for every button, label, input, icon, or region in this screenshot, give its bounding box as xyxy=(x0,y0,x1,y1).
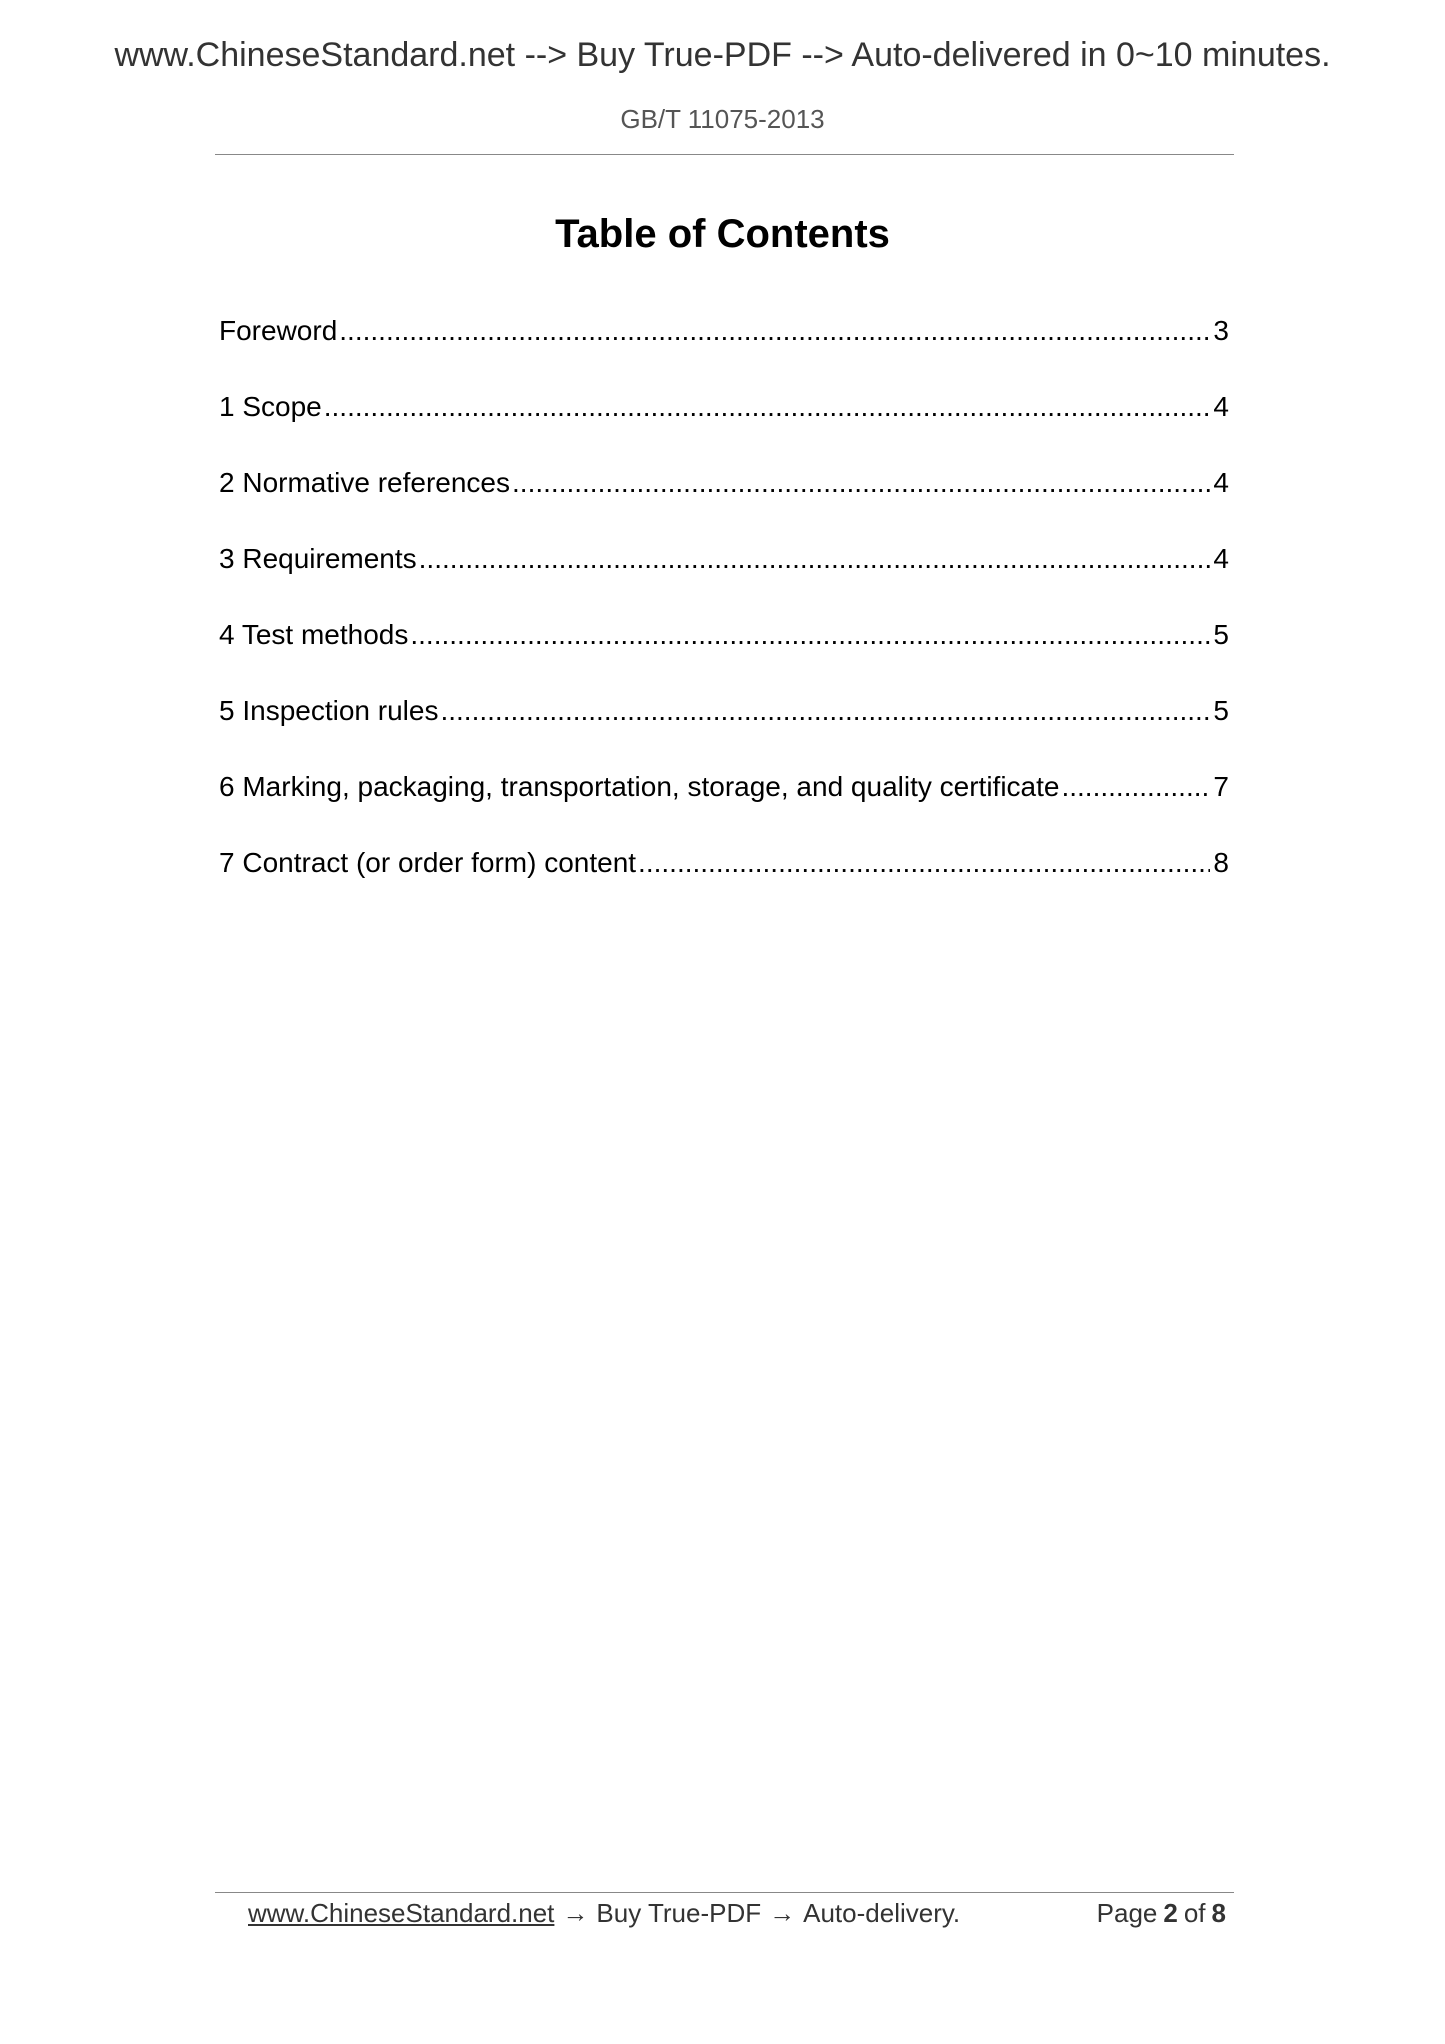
footer-delivery-text: Auto-delivery. xyxy=(803,1898,961,1928)
top-banner: www.ChineseStandard.net --> Buy True-PDF --> Auto-delivered in 0~10 minutes. xyxy=(114,36,1331,74)
toc-entry-page: 4 xyxy=(1213,467,1229,498)
toc-entry-label: 1 Scope xyxy=(219,391,322,422)
footer-divider xyxy=(215,1892,1234,1893)
current-page-number: 2 xyxy=(1163,1898,1178,1928)
toc-entry-normative-references[interactable] xyxy=(219,464,1229,502)
toc-entry-label: 2 Normative references xyxy=(219,467,511,498)
toc-entry-page: 3 xyxy=(1213,315,1229,346)
toc-entry-page: 4 xyxy=(1213,543,1229,574)
footer-site-link[interactable]: www.ChineseStandard.net xyxy=(248,1898,555,1928)
toc-dot-leader xyxy=(410,616,1210,654)
toc-entry-inspection-rules[interactable] xyxy=(219,692,1229,730)
toc-dot-leader xyxy=(1061,768,1210,806)
toc-entry-test-methods[interactable] xyxy=(219,616,1229,654)
toc-title: Table of Contents xyxy=(555,212,890,256)
page-indicator xyxy=(1097,1894,1232,1932)
toc-entry-page: 5 xyxy=(1213,619,1229,650)
toc-dot-leader xyxy=(638,844,1210,882)
page-word: Page xyxy=(1096,1898,1158,1928)
toc-dot-leader xyxy=(512,464,1210,502)
toc-entry-marking-packaging[interactable] xyxy=(219,768,1229,806)
header-divider xyxy=(215,154,1234,155)
toc-entry-page: 5 xyxy=(1213,695,1229,726)
toc-dot-leader xyxy=(440,692,1210,730)
footer-promo xyxy=(248,1894,960,1932)
toc-entry-label: 4 Test methods xyxy=(219,619,409,650)
toc-entry-label: 3 Requirements xyxy=(219,543,417,574)
arrow-right-icon: → xyxy=(562,1898,589,1928)
footer-buy-text: Buy True-PDF xyxy=(596,1898,762,1928)
document-code: GB/T 11075-2013 xyxy=(620,104,825,134)
toc-entry-foreword[interactable] xyxy=(219,312,1229,350)
toc-entry-label: Foreword xyxy=(219,315,338,346)
toc-entry-page: 7 xyxy=(1213,771,1229,802)
toc-dot-leader xyxy=(324,388,1211,426)
toc-dot-leader xyxy=(339,312,1210,350)
of-word: of xyxy=(1183,1898,1206,1928)
toc-dot-leader xyxy=(419,540,1211,578)
toc-entry-contract-content[interactable] xyxy=(219,844,1229,882)
toc-entry-scope[interactable] xyxy=(219,388,1229,426)
toc-entry-label: 5 Inspection rules xyxy=(219,695,439,726)
toc-entry-label: 6 Marking, packaging, transportation, storage, and quality certificate xyxy=(219,771,1060,802)
toc-entry-label: 7 Contract (or order form) content xyxy=(219,847,637,878)
toc-entry-requirements[interactable] xyxy=(219,540,1229,578)
toc-entry-page: 4 xyxy=(1213,391,1229,422)
arrow-right-icon: → xyxy=(769,1898,796,1928)
total-pages-number: 8 xyxy=(1211,1898,1226,1928)
toc-list xyxy=(219,312,1229,920)
toc-entry-page: 8 xyxy=(1213,847,1229,878)
